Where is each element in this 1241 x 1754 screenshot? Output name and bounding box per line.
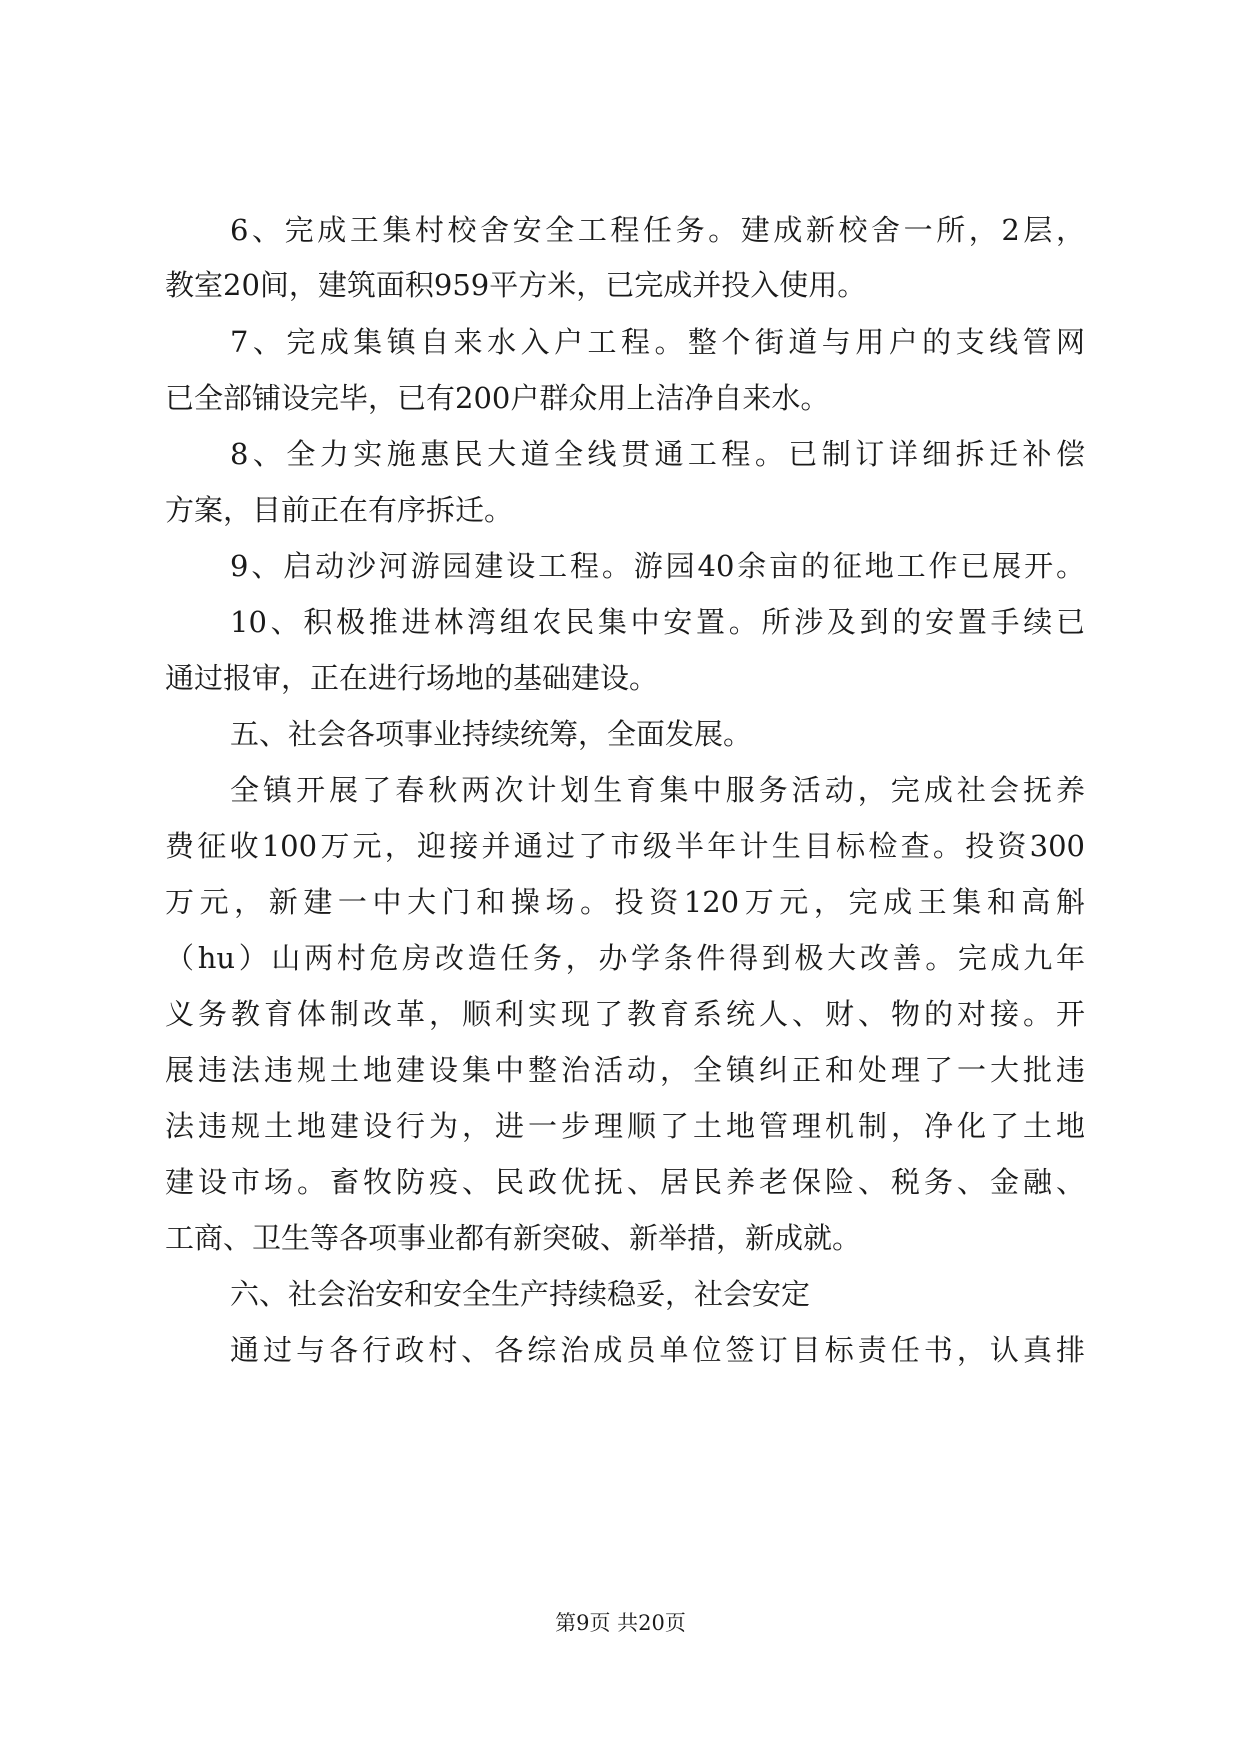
text-line: 教室20间，建筑面积959平方米，已完成并投入使用。 [165, 268, 867, 302]
text-line: 展违法违规土地建设集中整治活动，全镇纠正和处理了一大批违 [165, 1053, 1085, 1087]
page-footer: 第9页 共20页 [555, 1611, 686, 1635]
text-line: 方案，目前正在有序拆迁。 [165, 493, 514, 527]
text-line: 义务教育体制改革，顺利实现了教育系统人、财、物的对接。开 [165, 997, 1085, 1031]
text-line: 8、全力实施惠民大道全线贯通工程。已制订详细拆迁补偿 [230, 437, 1085, 471]
text-line: 通过与各行政村、各综治成员单位签订目标责任书，认真排 [230, 1333, 1085, 1367]
text-line: 全镇开展了春秋两次计划生育集中服务活动，完成社会抚养 [230, 773, 1085, 807]
text-line: 法违规土地建设行为，进一步理顺了土地管理机制，净化了土地 [165, 1109, 1085, 1143]
text-line: 10、积极推进林湾组农民集中安置。所涉及到的安置手续已 [230, 605, 1085, 639]
text-line: 费征收100万元，迎接并通过了市级半年计生目标检查。投资300 [165, 829, 1085, 863]
text-line: （hu）山两村危房改造任务，办学条件得到极大改善。完成九年 [165, 941, 1085, 975]
text-line: 9、启动沙河游园建设工程。游园40余亩的征地工作已展开。 [230, 549, 1085, 583]
text-line: 建设市场。畜牧防疫、民政优抚、居民养老保险、税务、金融、 [165, 1165, 1085, 1199]
section-heading: 六、社会治安和安全生产持续稳妥，社会安定 [230, 1277, 811, 1311]
text-line: 万元，新建一中大门和操场。投资120万元，完成王集和高斛 [165, 885, 1085, 919]
text-line: 工商、卫生等各项事业都有新突破、新举措，新成就。 [165, 1221, 862, 1255]
text-line: 已全部铺设完毕，已有200户群众用上洁净自来水。 [165, 381, 830, 415]
text-line: 7、完成集镇自来水入户工程。整个街道与用户的支线管网 [230, 325, 1085, 359]
text-line: 通过报审，正在进行场地的基础建设。 [165, 661, 659, 695]
text-line: 6、完成王集村校舍安全工程任务。建成新校舍一所，2层， [230, 213, 1085, 247]
section-heading: 五、社会各项事业持续统筹，全面发展。 [230, 717, 753, 751]
